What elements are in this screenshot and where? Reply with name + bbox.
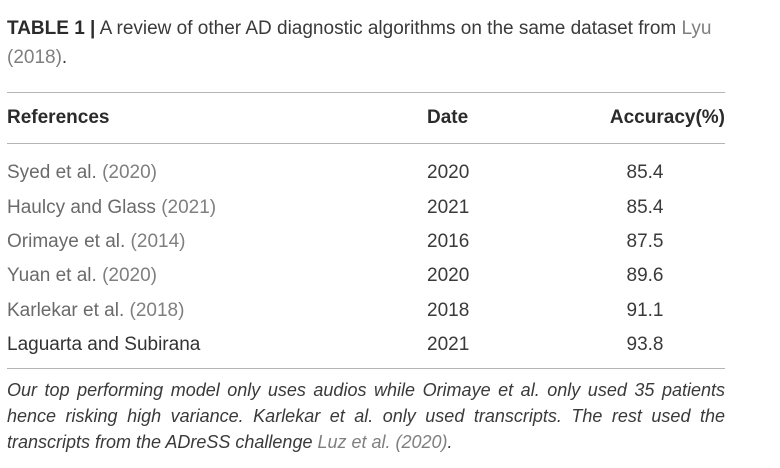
header-references: References	[7, 93, 427, 144]
date-cell: 2021	[427, 334, 470, 356]
table-caption	[7, 14, 725, 72]
reference-year-link[interactable]: (2020)	[102, 162, 157, 184]
table-figure	[7, 14, 725, 455]
date-cell: 2020	[427, 265, 470, 287]
date-cell: 2020	[427, 162, 470, 184]
reference-cell	[7, 225, 427, 259]
reference-cell	[7, 190, 427, 224]
reference-cell	[7, 259, 427, 293]
header-row	[7, 93, 725, 144]
caption-ref-link[interactable]: Lyu	[681, 18, 712, 39]
accuracy-cell	[567, 190, 725, 224]
accuracy-value: 93.8	[626, 334, 664, 356]
header-date: Date	[427, 93, 567, 144]
footnote-end: .	[447, 432, 453, 453]
caption-end: .	[61, 47, 68, 68]
accuracy-cell	[567, 225, 725, 259]
table-row	[7, 144, 725, 191]
reference-cell	[7, 144, 427, 191]
accuracy-value: 91.1	[626, 299, 664, 321]
reference-cell	[7, 294, 427, 328]
date-cell: 2016	[427, 230, 470, 252]
table-row	[7, 225, 725, 259]
reference-name: Karlekar et al.	[7, 299, 130, 321]
accuracy-value: 89.6	[626, 265, 664, 287]
reference-name: Yuan et al.	[7, 265, 103, 287]
accuracy-value: 85.4	[626, 196, 664, 218]
accuracy-cell	[567, 259, 725, 293]
accuracy-cell	[567, 144, 725, 191]
table-row	[7, 294, 725, 328]
caption-text: A review of other AD diagnostic algorithms on the same dataset from	[95, 18, 682, 39]
accuracy-cell	[567, 294, 725, 328]
table-label: TABLE 1 |	[7, 18, 96, 39]
footnote-text: Our top performing model only uses audios while Orimaye et al. only used 35 patients hence risking high variance. Karlekar et al. only used transcripts. The rest used the transcripts from the ADreSS challenge	[7, 380, 725, 453]
caption-ref-year-link[interactable]: (2018)	[7, 47, 62, 68]
table-footnote	[7, 377, 725, 455]
reference-year-link[interactable]: (2018)	[129, 299, 185, 321]
reference-name: Haulcy and Glass	[7, 196, 162, 218]
data-table	[7, 93, 725, 368]
reference-year-link[interactable]: (2014)	[130, 230, 186, 252]
accuracy-value: 87.5	[626, 230, 664, 252]
reference-year-link[interactable]: (2021)	[161, 196, 217, 218]
reference-cell	[7, 328, 427, 368]
reference-name: Syed et al.	[7, 162, 103, 184]
table-row	[7, 259, 725, 293]
table-row	[7, 328, 725, 368]
reference-name: Laguarta and Subirana	[7, 334, 201, 356]
footnote-ref-link[interactable]: Luz et al. (2020)	[317, 432, 448, 453]
date-cell: 2018	[427, 299, 470, 321]
table-bottom-rule	[7, 368, 725, 369]
accuracy-value: 85.4	[626, 162, 664, 184]
accuracy-cell	[567, 328, 725, 368]
table-row	[7, 190, 725, 224]
reference-year-link[interactable]: (2020)	[102, 265, 157, 287]
reference-name: Orimaye et al.	[7, 230, 131, 252]
header-accuracy: Accuracy(%)	[567, 93, 725, 144]
date-cell: 2021	[427, 196, 470, 218]
